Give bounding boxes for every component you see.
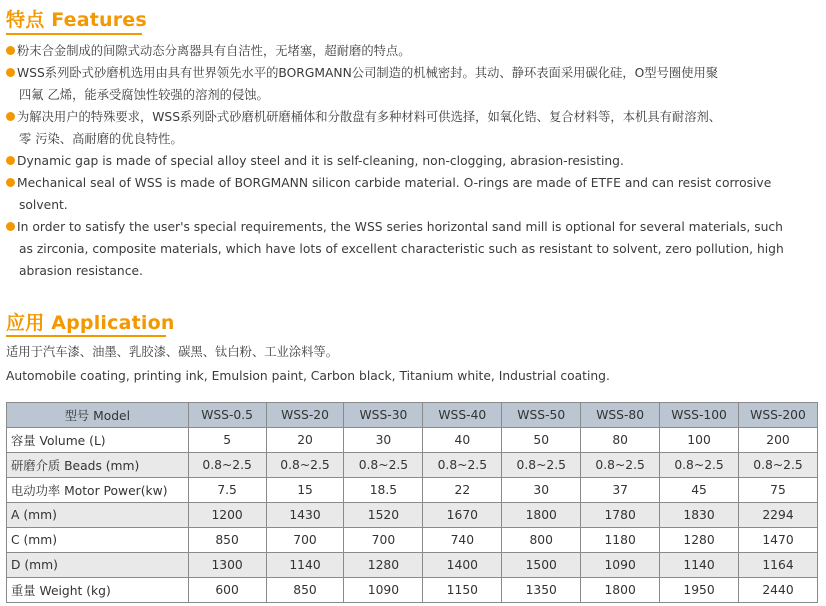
features-title: 特点 Features [6,9,147,31]
table-cell: 80 [581,428,660,453]
feature-bullet [6,216,822,282]
table-cell: 200 [739,428,818,453]
table-header-cell: WSS-80 [581,403,660,428]
feature-text: In order to satisfy the user's special requirements, the WSS series horizontal sand mill is optional for several materials, such [17,220,783,234]
table-cell: 100 [660,428,739,453]
table-row [7,478,818,503]
table-header-cell: WSS-0.5 [188,403,266,428]
table-cell: 850 [188,528,266,553]
table-cell: 1200 [188,503,266,528]
table-cell: 1300 [188,553,266,578]
feature-bullet [6,106,822,150]
table-row [7,428,818,453]
table-cell: 1950 [660,578,739,603]
bullet-dot-icon [6,178,15,187]
feature-bullet [6,62,822,106]
table-cell: 40 [423,428,502,453]
table-cell: 0.8~2.5 [502,453,581,478]
table-header-cell: WSS-30 [344,403,423,428]
table-cell: 800 [502,528,581,553]
bullet-dot-icon [6,222,15,231]
table-cell: 7.5 [188,478,266,503]
table-cell: 1164 [739,553,818,578]
table-cell: 740 [423,528,502,553]
table-cell: 1090 [581,553,660,578]
table-row [7,553,818,578]
table-cell: 0.8~2.5 [660,453,739,478]
table-cell: 600 [188,578,266,603]
table-cell: 1430 [266,503,344,528]
table-cell: 1780 [581,503,660,528]
table-header-cell: WSS-20 [266,403,344,428]
feature-text: 为解决用户的特殊要求，WSS系列卧式砂磨机研磨桶体和分散盘有多种材料可供选择，如氧化锆、复合材料等，本机具有耐溶剂、 [17,110,722,124]
table-row [7,528,818,553]
table-cell: 1800 [502,503,581,528]
table-cell: 45 [660,478,739,503]
table-cell: 1350 [502,578,581,603]
feature-text: solvent. [19,198,68,212]
table-cell: 30 [502,478,581,503]
table-cell: 1670 [423,503,502,528]
table-cell: 15 [266,478,344,503]
table-row [7,578,818,603]
features-underline [6,33,142,35]
table-cell: 1520 [344,503,423,528]
table-row [7,453,818,478]
feature-bullet [6,172,822,216]
table-cell: 0.8~2.5 [266,453,344,478]
table-cell: 5 [188,428,266,453]
table-cell: 1500 [502,553,581,578]
table-cell: 22 [423,478,502,503]
table-cell: 0.8~2.5 [344,453,423,478]
table-header-cell: WSS-200 [739,403,818,428]
table-row-label: 重量 Weight (kg) [7,578,189,603]
table-cell: 1800 [581,578,660,603]
feature-text: as zirconia, composite materials, which have lots of excellent characteristic such as resistant to solvent, zero pollution, high [19,242,784,256]
bullet-dot-icon [6,112,15,121]
table-cell: 30 [344,428,423,453]
table-cell: 1090 [344,578,423,603]
table-row-label: 电动功率 Motor Power(kw) [7,478,189,503]
table-header-cell: 型号 Model [7,403,189,428]
feature-text: 粉末合金制成的间隙式动态分离器具有自洁性，无堵塞，超耐磨的特点。 [17,44,411,58]
feature-text: Mechanical seal of WSS is made of BORGMANN silicon carbide material. O-rings are made of ETFE and can resist corrosive [17,176,772,190]
table-cell: 1140 [266,553,344,578]
table-cell: 2440 [739,578,818,603]
table-cell: 1400 [423,553,502,578]
table-cell: 0.8~2.5 [739,453,818,478]
application-title: 应用 Application [6,312,175,334]
table-cell: 1180 [581,528,660,553]
table-cell: 1280 [660,528,739,553]
feature-text: abrasion resistance. [19,264,143,278]
table-row-label: A (mm) [7,503,189,528]
table-cell: 1830 [660,503,739,528]
table-row [7,503,818,528]
table-row-label: D (mm) [7,553,189,578]
table-cell: 1140 [660,553,739,578]
table-cell: 1150 [423,578,502,603]
application-zh: 适用于汽车漆、油墨、乳胶漆、碳黑、钛白粉、工业涂料等。 [6,345,339,359]
table-cell: 2294 [739,503,818,528]
spec-table [6,402,818,603]
table-cell: 700 [266,528,344,553]
table-cell: 1280 [344,553,423,578]
table-cell: 700 [344,528,423,553]
application-underline [6,335,166,337]
table-header-cell: WSS-100 [660,403,739,428]
application-en: Automobile coating, printing ink, Emulsion paint, Carbon black, Titanium white, Industrial coating. [6,369,610,383]
table-row-label: C (mm) [7,528,189,553]
bullet-dot-icon [6,68,15,77]
table-cell: 50 [502,428,581,453]
table-row-label: 容量 Volume (L) [7,428,189,453]
table-cell: 0.8~2.5 [581,453,660,478]
feature-text: Dynamic gap is made of special alloy steel and it is self-cleaning, non-clogging, abrasion-resisting. [17,154,624,168]
table-cell: 1470 [739,528,818,553]
table-cell: 850 [266,578,344,603]
feature-bullet [6,150,822,172]
features-list [6,40,822,282]
table-cell: 37 [581,478,660,503]
table-cell: 20 [266,428,344,453]
table-header-row [7,403,818,428]
feature-text: WSS系列卧式砂磨机选用由具有世界领先水平的BORGMANN公司制造的机械密封。其动、静环表面采用碳化硅，O型号圈使用聚 [17,66,719,80]
table-row-label: 研磨介质 Beads (mm) [7,453,189,478]
feature-text: 四氟 乙烯，能承受腐蚀性较强的溶剂的侵蚀。 [19,88,269,102]
table-cell: 75 [739,478,818,503]
bullet-dot-icon [6,46,15,55]
table-cell: 18.5 [344,478,423,503]
table-header-cell: WSS-40 [423,403,502,428]
bullet-dot-icon [6,156,15,165]
table-cell: 0.8~2.5 [423,453,502,478]
table-header-cell: WSS-50 [502,403,581,428]
feature-bullet [6,40,822,62]
table-cell: 0.8~2.5 [188,453,266,478]
feature-text: 零 污染、高耐磨的优良特性。 [19,132,183,146]
